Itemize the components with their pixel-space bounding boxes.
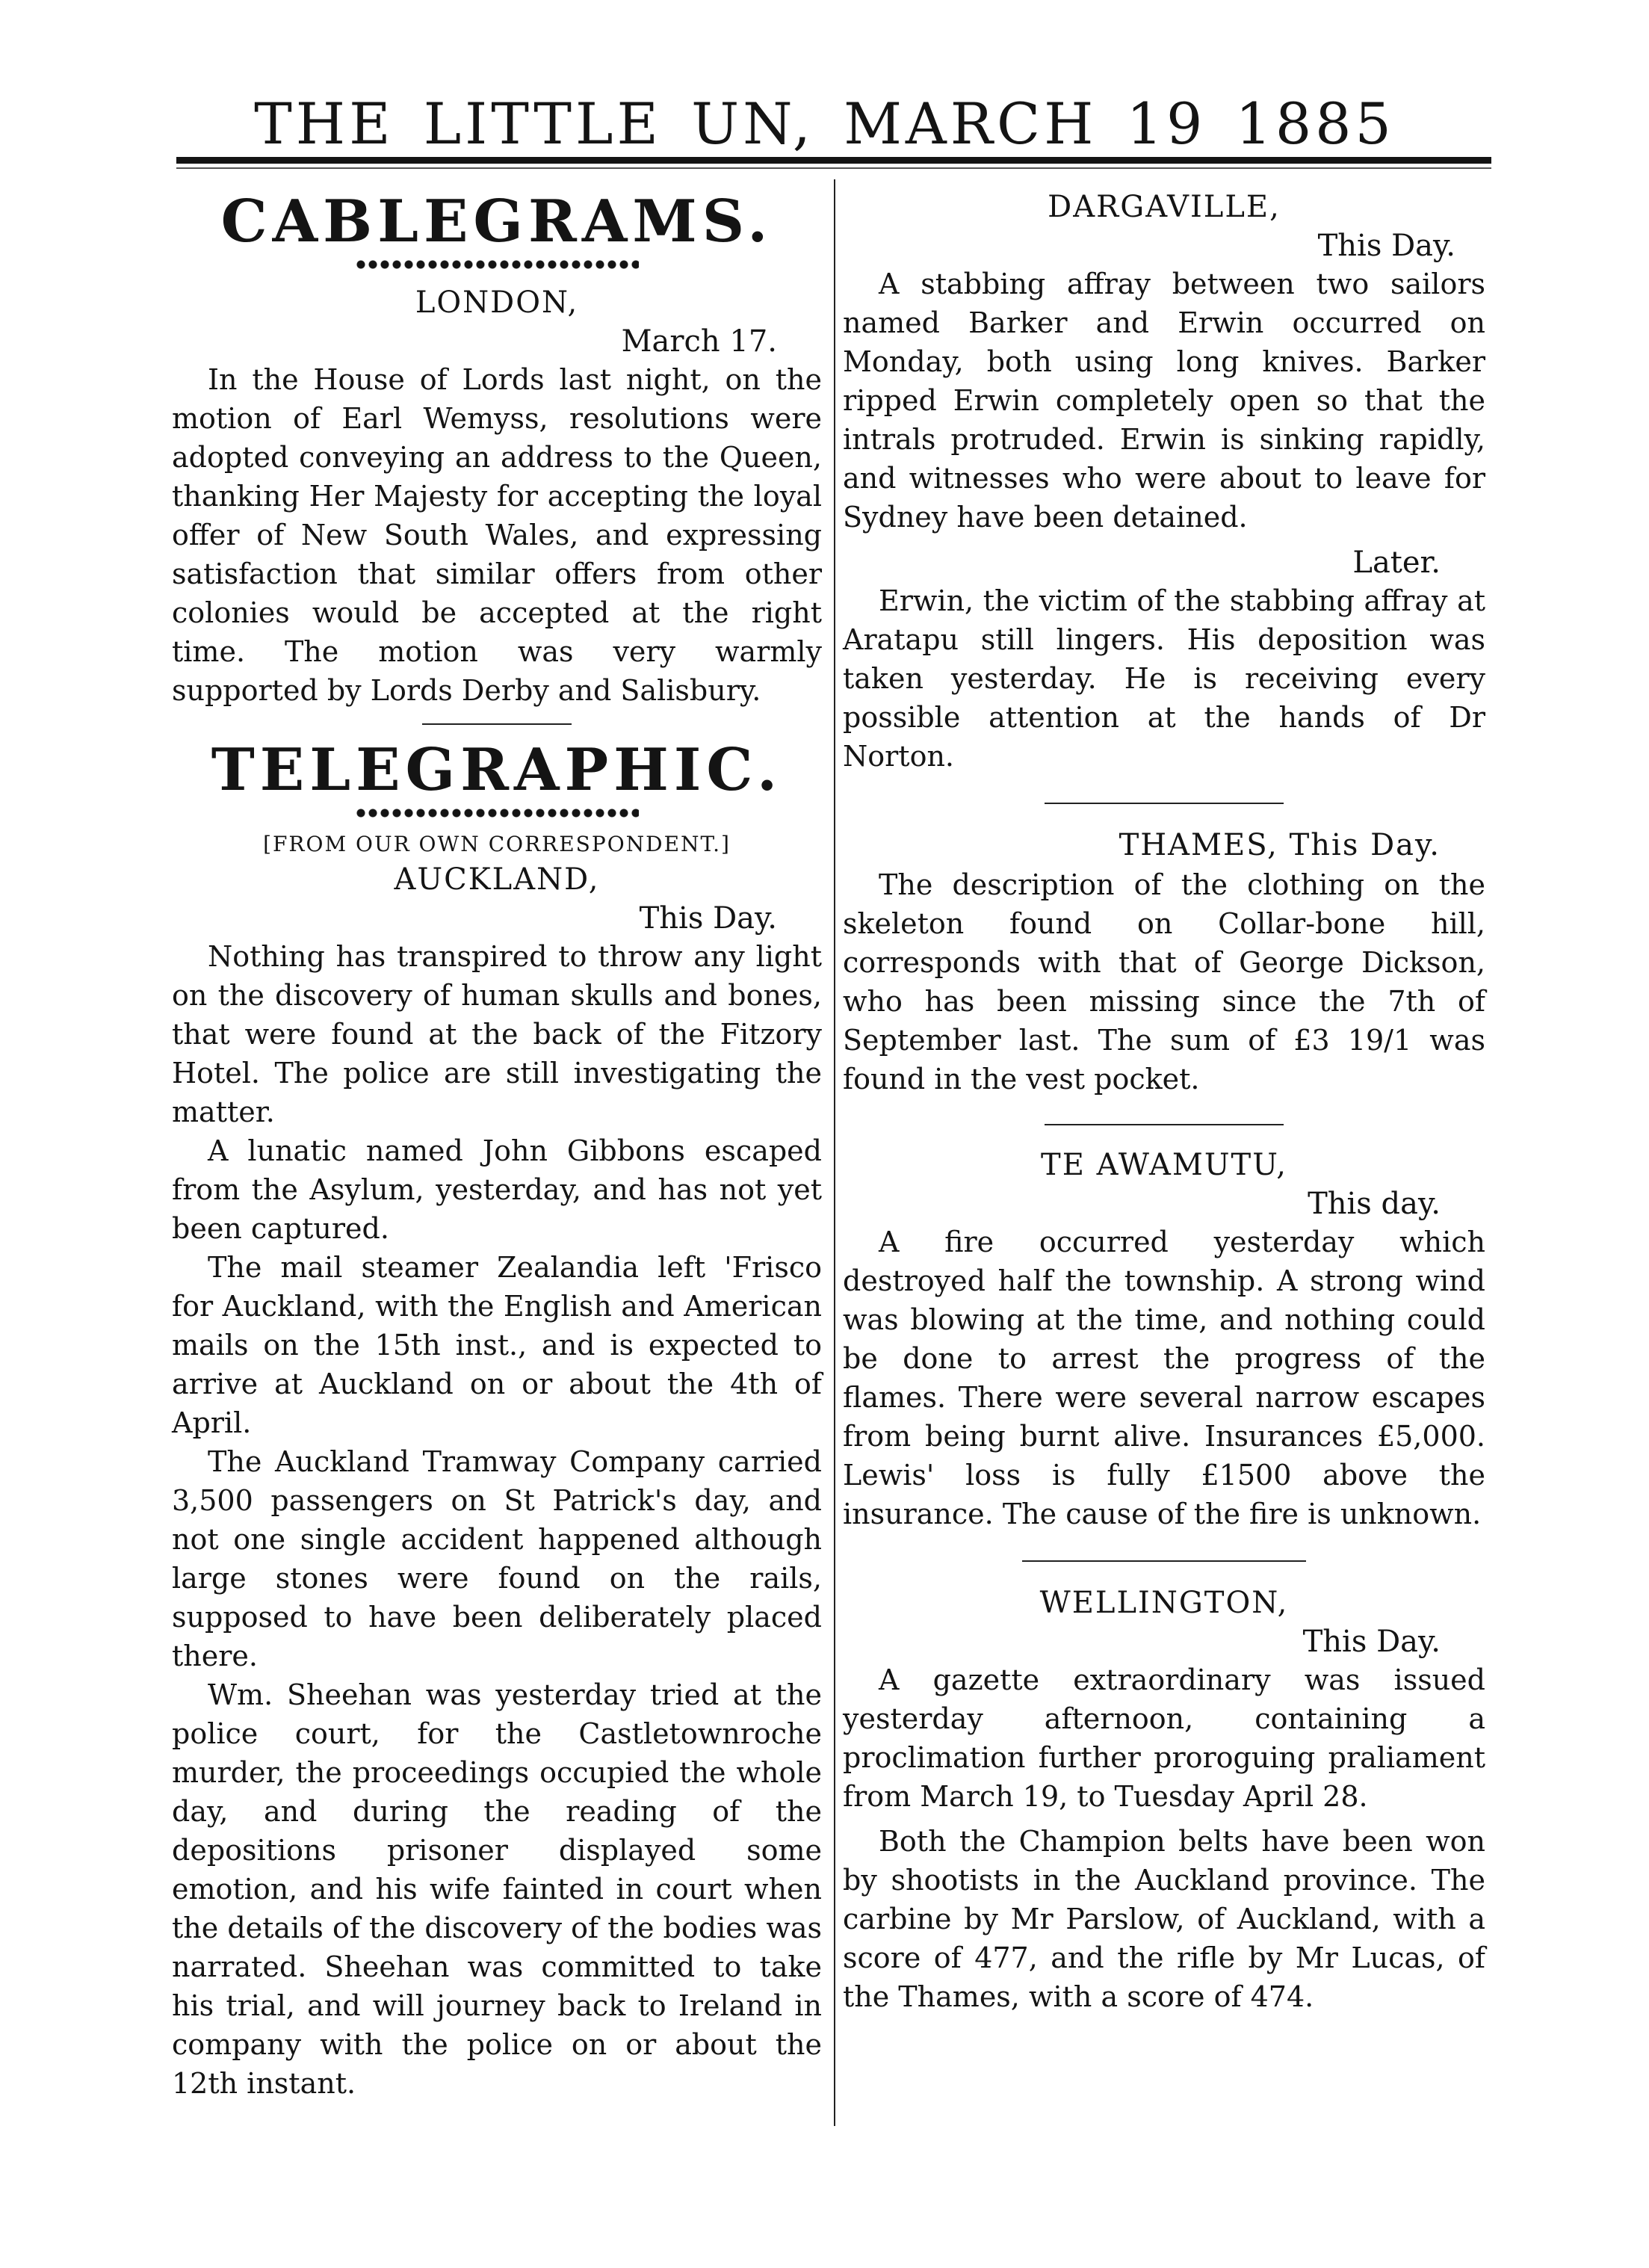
section-separator bbox=[422, 723, 572, 725]
dateline-date: This Day. bbox=[639, 901, 777, 936]
article-paragraph: Wm. Sheehan was yesterday tried at the police court, for the Castletownroche murder, the proceedings occupied the whole day, and during the reading of the depositions prisoner displayed some emotion, and his wife fainted in court when the details of the discovery of the bodies was narrated. Sheehan was committed to take his trial, and will journey back to Ireland in company with the police on or about the 12th instant. bbox=[172, 1678, 822, 2100]
dateline-date: This day. bbox=[1308, 1187, 1441, 1221]
dargaville-section bbox=[843, 187, 1485, 776]
te-awamutu-section bbox=[843, 1145, 1485, 1533]
section-separator bbox=[1022, 1560, 1306, 1562]
left-column bbox=[172, 179, 822, 2103]
article-paragraph: A stabbing affray between two sailors named Barker and Erwin occurred on Monday, both using long knives. Barker ripped Erwin completely open so that the intrals protruded. Erwin is sinking rapidly, and witnesses who were about to leave for Sydney have been detained. bbox=[843, 268, 1485, 534]
article-paragraph: The Auckland Tramway Company carried 3,500 passengers on St Patrick's day, and not one single accident happened although large stones were found on the rails, supposed to have been deliberately placed there. bbox=[172, 1445, 822, 1672]
cablegrams-heading: CABLEGRAMS. bbox=[220, 188, 773, 256]
dateline-place: THAMES, This Day. bbox=[1119, 828, 1441, 862]
article-paragraph: Nothing has transpired to throw any light on the discovery of human skulls and bones, that were found at the back of the Fitzory Hotel. The police are still investigating the matter. bbox=[172, 940, 822, 1128]
dateline-place: AUCKLAND, bbox=[394, 862, 600, 897]
article-paragraph: In the House of Lords last night, on the motion of Earl Wemyss, resolutions were adopted conveying an address to the Queen, thanking Her Majesty for accepting the loyal offer of New South Wales, and expressing satisfaction that similar offers from other colonies would be accepted at the right time. The motion was very warmly supported by Lords Derby and Salisbury. bbox=[172, 363, 822, 707]
dateline-place: DARGAVILLE, bbox=[1048, 190, 1281, 224]
dateline-date: This Day. bbox=[1317, 229, 1455, 263]
masthead-title: THE LITTLE UN, MARCH 19 1885 bbox=[254, 90, 1395, 157]
article-paragraph: The description of the clothing on the skeleton found on Collar-bone hill, corresponds with that of George Dickson, who has been missing since the 7th of September last. The sum of £3 19/1 was found in the vest pocket. bbox=[843, 868, 1485, 1096]
dateline-place: TE AWAMUTU, bbox=[1041, 1148, 1287, 1182]
right-column bbox=[843, 179, 1485, 2016]
article-paragraph: A gazette extraordinary was issued yesterday afternoon, containing a proclimation further proroguing praliament from March 19, to Tuesday April 28. bbox=[843, 1663, 1485, 1813]
column-divider bbox=[834, 179, 835, 2126]
article-paragraph: The mail steamer Zealandia left 'Frisco for Auckland, with the English and American mails on the 15th inst., and is expected to arrive at Auckland on or about the 4th of April. bbox=[172, 1251, 822, 1439]
masthead-rule-thin bbox=[176, 167, 1491, 169]
later-label: Later. bbox=[1352, 546, 1441, 580]
dateline-place: LONDON, bbox=[415, 285, 579, 320]
dateline-place: WELLINGTON, bbox=[1039, 1586, 1289, 1620]
dateline-date: This Day. bbox=[1302, 1625, 1441, 1659]
article-paragraph: A lunatic named John Gibbons escaped from the Asylum, yesterday, and has not yet been captured. bbox=[172, 1134, 822, 1245]
article-paragraph: Erwin, the victim of the stabbing affray at Aratapu still lingers. His deposition was taken yesterday. He is receiving every possible attention at the hands of Dr Norton. bbox=[843, 584, 1485, 773]
wellington-section bbox=[843, 1583, 1485, 2016]
dateline-date: March 17. bbox=[621, 324, 777, 359]
heading-ornament bbox=[355, 806, 639, 821]
telegraphic-heading: TELEGRAPHIC. bbox=[211, 736, 783, 804]
section-separator bbox=[1045, 1124, 1284, 1125]
thames-section bbox=[843, 825, 1485, 1099]
article-paragraph: A fire occurred yesterday which destroyed half the township. A strong wind was blowing at the time, and nothing could be done to arrest the progress of the flames. There were several narrow escapes from being burnt alive. Insurances £5,000. Lewis' loss is fully £1500 above the insurance. The cause of the fire is unknown. bbox=[843, 1226, 1485, 1530]
article-paragraph: Both the Champion belts have been won by shootists in the Auckland province. The carbine by Mr Parslow, of Auckland, with a score of 477, and the rifle by Mr Lucas, of the Thames, with a score of 474. bbox=[843, 1825, 1485, 2013]
telegraphic-section bbox=[172, 736, 822, 2103]
section-separator bbox=[1045, 803, 1284, 804]
correspondent-line: [FROM OUR OWN CORRESPONDENT.] bbox=[263, 832, 731, 856]
masthead-rule bbox=[176, 157, 1491, 164]
heading-ornament bbox=[355, 257, 639, 272]
cablegrams-section bbox=[172, 188, 822, 710]
